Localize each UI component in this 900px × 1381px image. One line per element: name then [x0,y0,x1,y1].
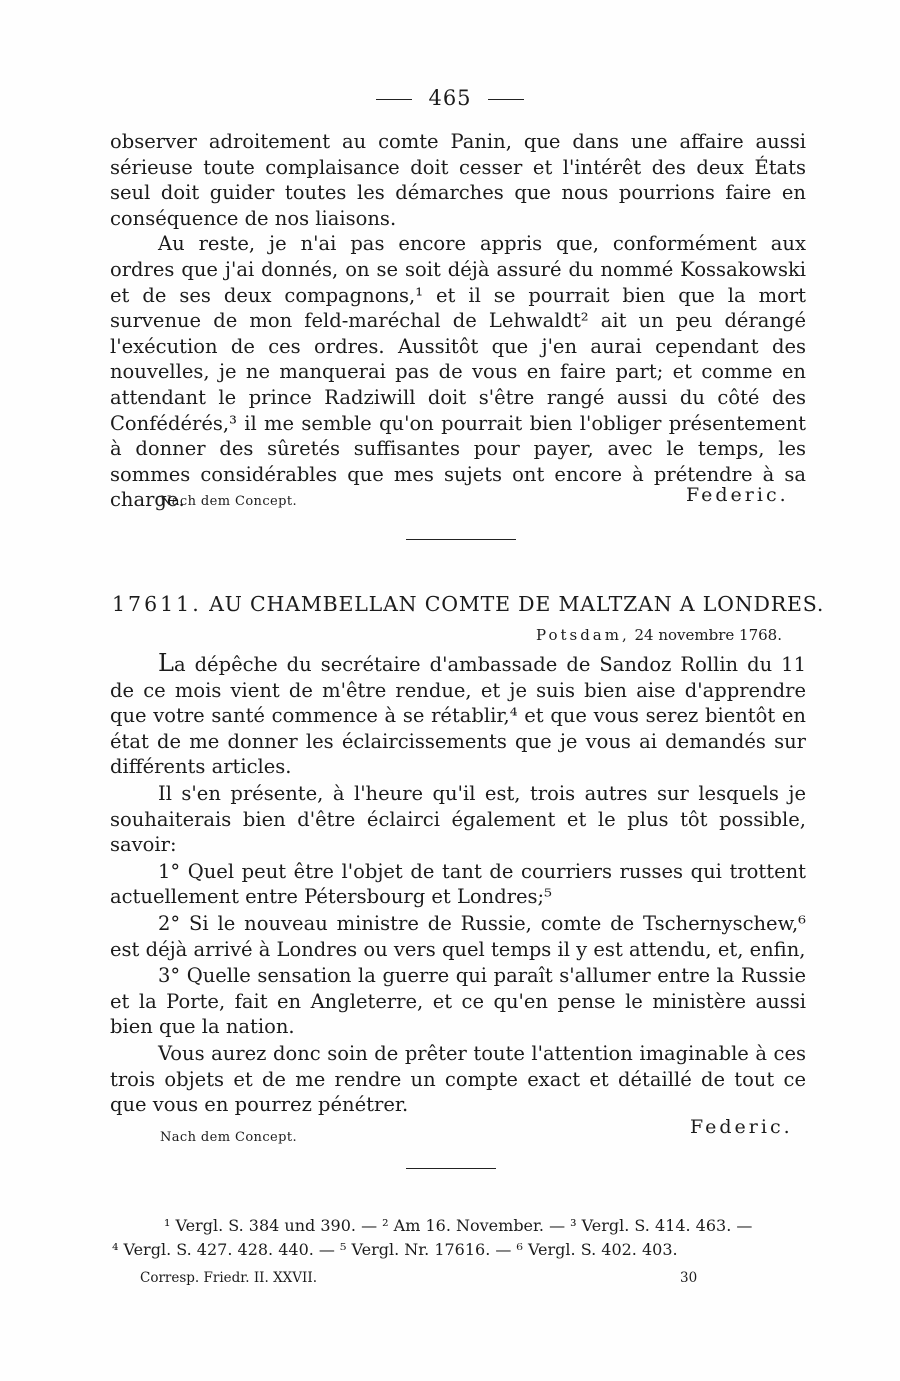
sheet-number: 30 [680,1270,698,1286]
paragraph: 3° Quelle sensation la guerre qui paraît s'allumer entre la Russie et la Porte, fait en Angleterre, et ce qu'en pense le ministère aussi bien que la nation. [110,964,806,1039]
footnotes [112,1214,812,1262]
paragraph: observer adroitement au comte Panin, que dans une affaire aussi sérieuse toute complaisance doit cesser et l'intérêt des deux États seul doit guider toutes les démarches que nous pourrions faire en conséquence de nos liaisons. [110,130,806,230]
letter-place-date [536,626,782,644]
signature: Federic. [686,484,789,506]
footnote-divider [406,1168,496,1169]
footnote-line: ¹ Vergl. S. 384 und 390. — ² Am 16. November. — ³ Vergl. S. 414. 463. — [164,1216,753,1235]
paragraph: Il s'en présente, à l'heure qu'il est, trois autres sur lesquels je souhaiterais bien d'être éclairci également et le plus tôt possible, savoir: [110,781,806,857]
paragraph: 1° Quel peut être l'objet de tant de courriers russes qui trottent actuellement entre Pétersbourg et Londres;⁵ [110,859,806,909]
letter-heading [112,592,825,616]
footnote-line: ⁴ Vergl. S. 427. 428. 440. — ⁵ Vergl. Nr. 17616. — ⁶ Vergl. S. 402. 403. [112,1240,678,1259]
section-divider [406,539,516,540]
paragraph-text: a dépêche du secrétaire d'ambassade de Sandoz Rollin du 11 de ce mois vient de m'être rendue, et je suis bien aise d'apprendre que votre santé commence à se rétablir,⁴ et que vous serez bientôt en état de me donner les éclaircissements que je vous ai demandés sur différents articles. [110,653,806,779]
paragraph: Au reste, je n'ai pas encore appris que, conformément aux ordres que j'ai donnés, on se soit déjà assuré du nommé Kossakowski et de ses deux compagnons,¹ et il se pourrait bien que la mort survenue de mon feld-maréchal de Lehwaldt² ait un peu dérangé l'exécution de ces ordres. Aussitôt que j'en aurai cependant des nouvelles, je ne manquerai pas de vous en faire part; et comme en attendant le prince Radziwill doit s'être rangé aussi du côté des Confédérés,³ il me semble qu'on pourrait bien l'obliger présentement à donner des sûretés suffisantes pour payer, avec le temps, les sommes considérables que mes sujets ont encore à prétendre à sa charge. [110,232,806,512]
paragraph: 2° Si le nouveau ministre de Russie, comte de Tschernyschew,⁶ est déjà arrivé à Londres ou vers quel temps il y est attendu, et, enfin, [110,911,806,961]
page-number-dash-right [488,99,524,100]
page-number-dash-left [376,99,412,100]
page-number [0,86,900,110]
signature: Federic. [690,1116,793,1138]
page-number-text: 465 [428,86,472,110]
top-text [110,129,806,513]
initial-letter: L [158,649,174,677]
letter-body [110,651,806,1118]
letter-number: 17611. [112,592,202,616]
letter-title: AU CHAMBELLAN COMTE DE MALTZAN A LONDRES. [209,592,825,616]
signature-series-mark: Corresp. Friedr. II. XXVII. [140,1270,318,1286]
paragraph: Vous aurez donc soin de prêter toute l'attention imaginable à ces trois objets et de me rendre un compte exact et détaillé de tout ce que vous en pourrez pénétrer. [110,1041,806,1117]
letter-date: 24 novembre 1768. [634,626,782,644]
source-note: Nach dem Concept. [160,494,297,509]
letter-place: Potsdam, [535,626,630,644]
paragraph [110,651,806,780]
source-note: Nach dem Concept. [160,1130,297,1145]
